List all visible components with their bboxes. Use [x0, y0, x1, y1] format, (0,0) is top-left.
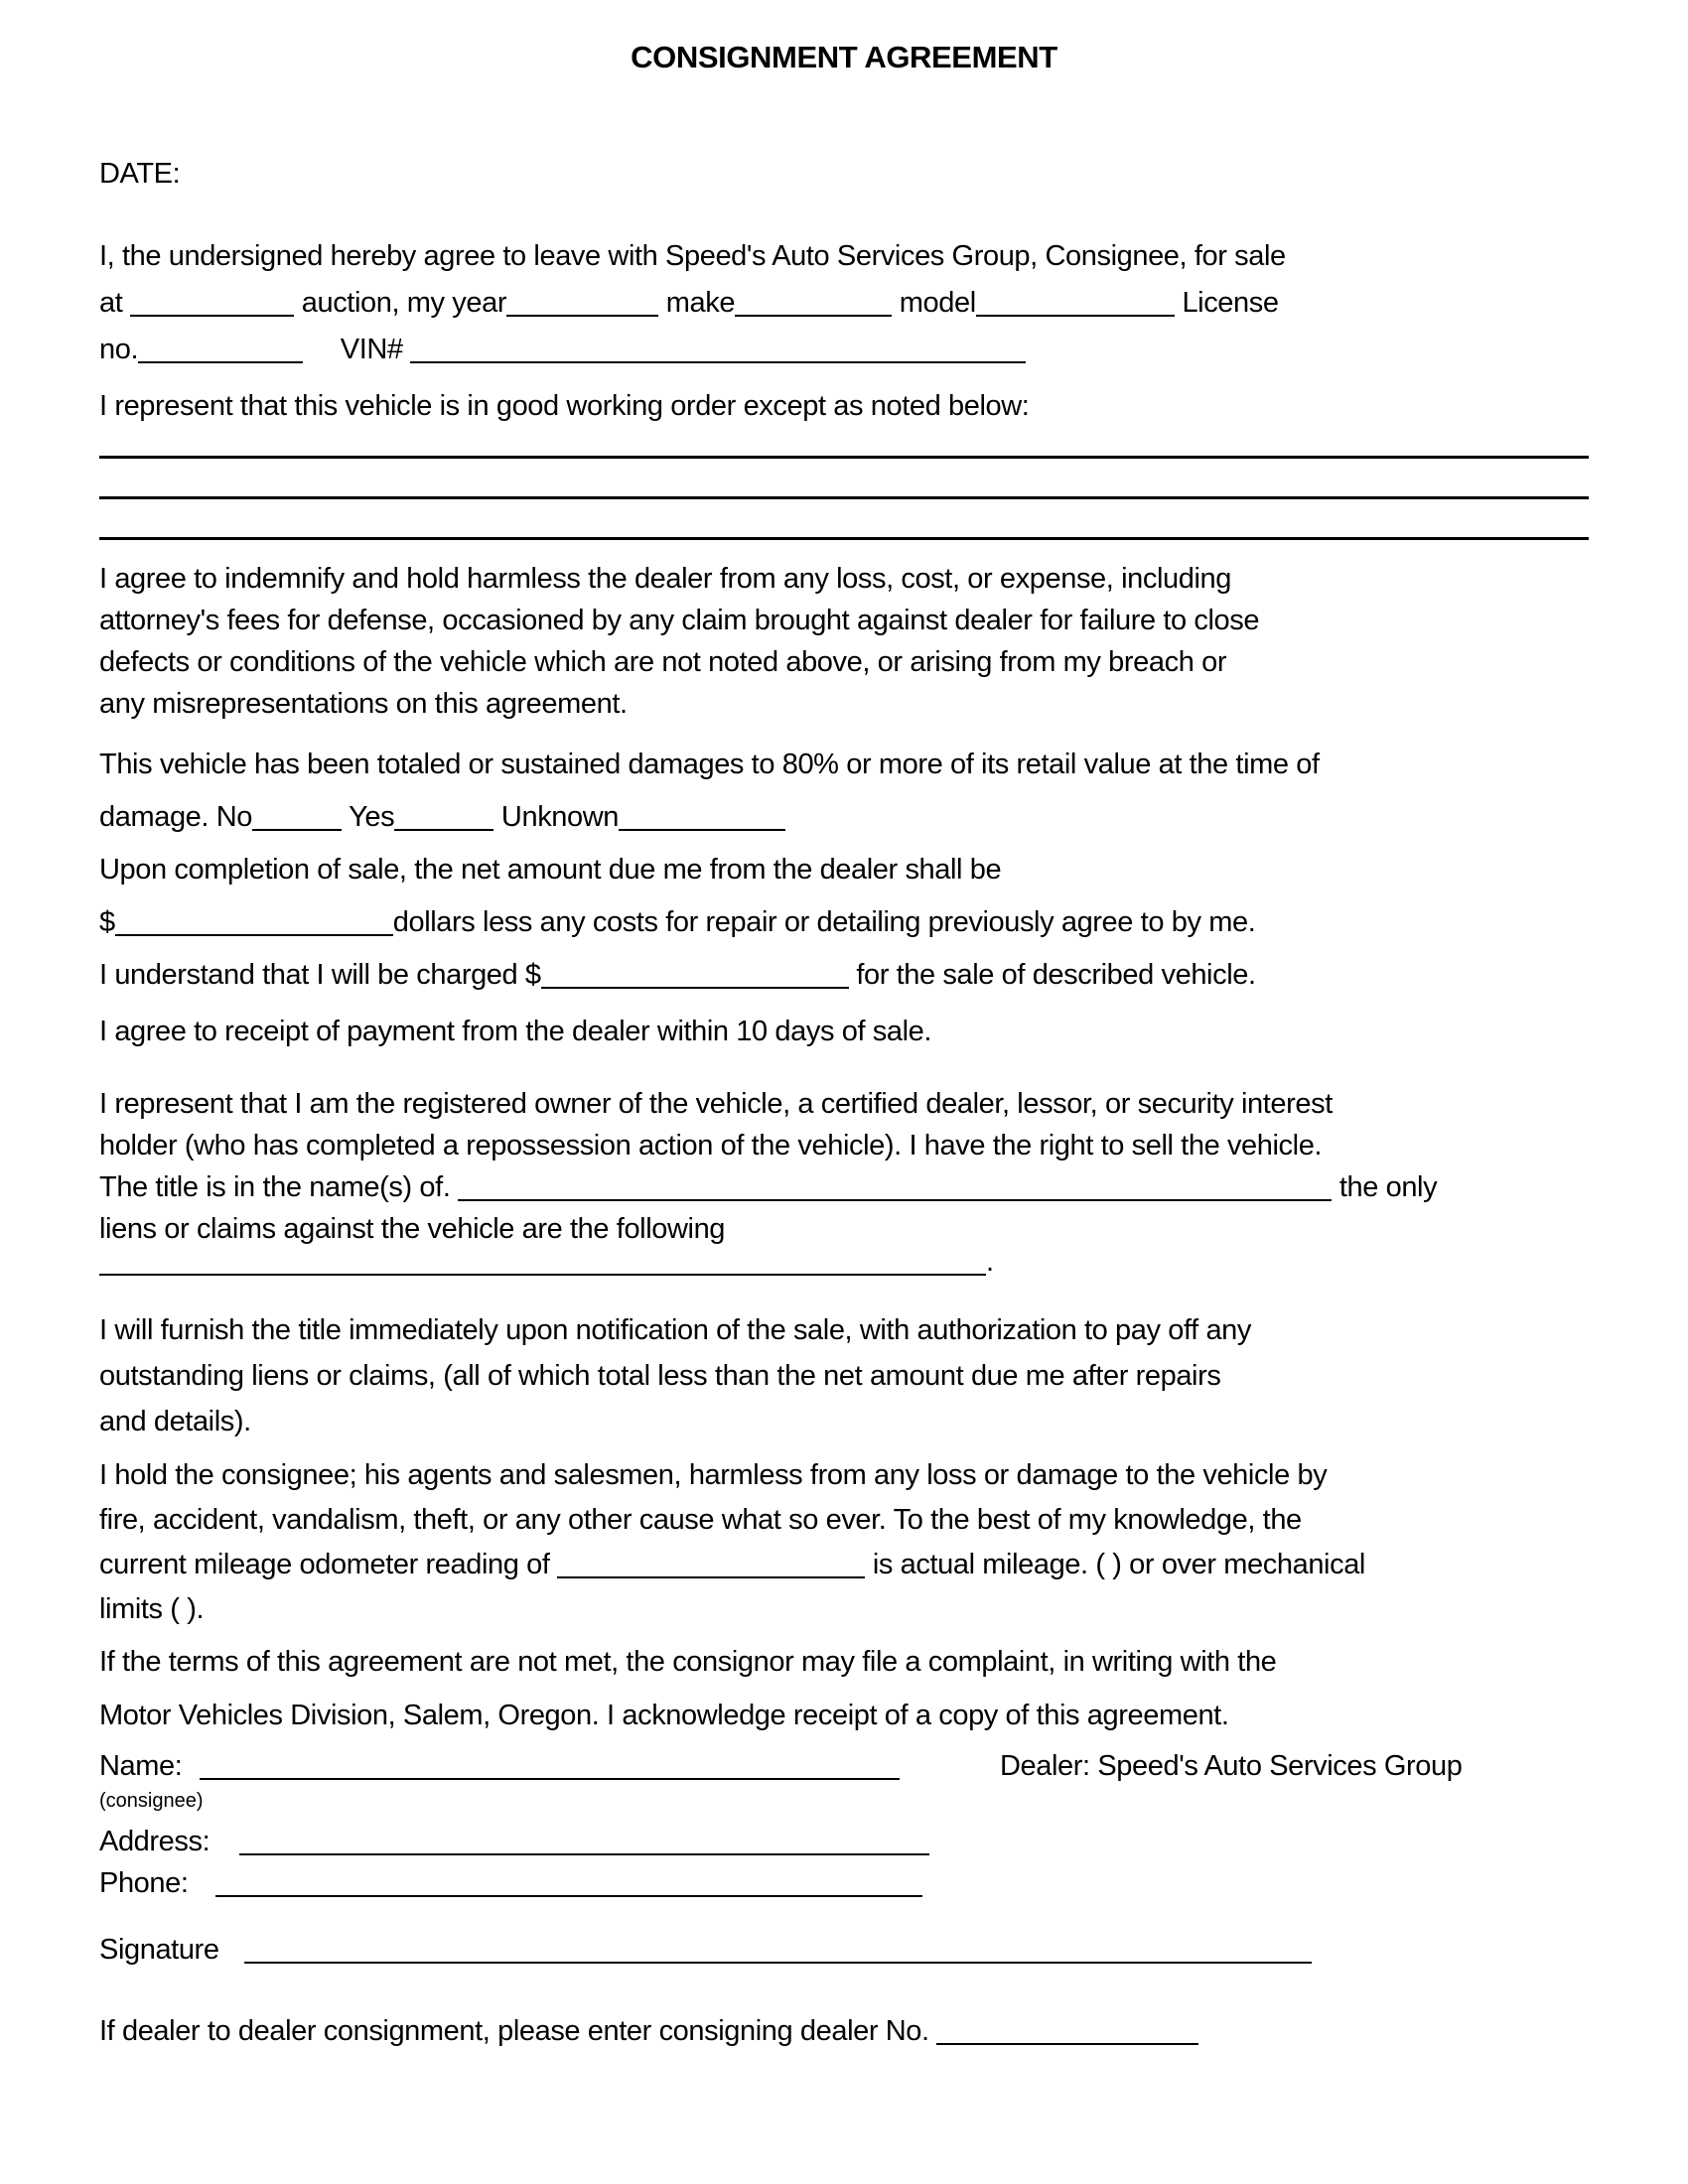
blank-vehicle-year[interactable] — [506, 315, 658, 317]
sale-terms-block — [99, 739, 1589, 1002]
hold-line-3 — [99, 1543, 1589, 1587]
name-row — [99, 1744, 1589, 1788]
hold-harmless-paragraph — [99, 1453, 1589, 1632]
blank-auction-name[interactable] — [130, 315, 294, 317]
phone-row — [99, 1862, 1589, 1904]
owner-line-3 — [99, 1166, 1589, 1208]
owner-line-1: I represent that I am the registered owner of the vehicle, a certified dealer, lessor, or security interest — [99, 1088, 1333, 1120]
address-row — [99, 1821, 1589, 1862]
net-amount-line: Upon completion of sale, the net amount due me from the dealer shall be — [99, 854, 1002, 886]
intro-line-3 — [99, 327, 1589, 373]
dealer-to-dealer-row — [99, 2009, 1589, 2053]
intro-license: License — [1182, 287, 1279, 319]
odometer-before: current mileage odometer reading of — [99, 1549, 550, 1580]
terms-paragraph — [99, 1635, 1589, 1742]
indemnify-line-4: any misrepresentations on this agreement. — [99, 688, 628, 720]
blank-phone[interactable] — [215, 1895, 922, 1897]
damage-unknown-label: Unknown — [500, 801, 620, 833]
intro-auction-year: auction, my year — [301, 287, 507, 319]
blank-liens-claims[interactable] — [99, 1274, 986, 1276]
currency-symbol: $ — [99, 906, 115, 938]
blank-damage-yes[interactable] — [394, 829, 493, 831]
consignee-note: (consignee) — [99, 1790, 204, 1812]
blank-vehicle-model[interactable] — [976, 315, 1175, 317]
owner-line-4: liens or claims against the vehicle are the following — [99, 1213, 726, 1245]
intro-line-2 — [99, 280, 1589, 327]
defects-write-in-line-2[interactable] — [99, 496, 1589, 499]
furnish-paragraph — [99, 1307, 1589, 1444]
intro-at: at — [99, 287, 123, 319]
title-names-after: the only — [1338, 1171, 1438, 1203]
dollars-text: dollars less any costs for repair or detailing previously agree to by me. — [392, 906, 1256, 938]
defects-write-in-line-3[interactable] — [99, 537, 1589, 540]
blank-sale-charge[interactable] — [541, 987, 849, 989]
terms-line-1: If the terms of this agreement are not met, the consignor may file a complaint, in writing with the — [99, 1646, 1277, 1678]
blank-vehicle-make[interactable] — [735, 315, 892, 317]
blank-damage-no[interactable] — [252, 829, 342, 831]
blank-vin[interactable] — [410, 361, 1026, 363]
intro-vin: VIN# — [340, 334, 403, 365]
blank-address[interactable] — [239, 1853, 929, 1855]
date-label: DATE: — [99, 158, 181, 190]
furnish-line-2: outstanding liens or claims, (all of which total less than the net amount due me after repairs — [99, 1360, 1221, 1392]
address-label: Address: — [99, 1826, 211, 1857]
title-names-before: The title is in the name(s) of. — [99, 1171, 451, 1203]
hold-line-1: I hold the consignee; his agents and salesmen, harmless from any loss or damage to the vehicle by — [99, 1459, 1328, 1491]
defects-write-in-area — [99, 456, 1589, 540]
hold-line-2: fire, accident, vandalism, theft, or any other cause what so ever. To the best of my knowledge, the — [99, 1504, 1302, 1536]
indemnify-line-3: defects or conditions of the vehicle which are not noted above, or arising from my breach or — [99, 646, 1227, 678]
owner-paragraph — [99, 1083, 1589, 1250]
intro-paragraph — [99, 233, 1589, 373]
intro-line-1: I, the undersigned hereby agree to leave with Speed's Auto Services Group, Consignee, for sale — [99, 240, 1286, 272]
dealer-no-text: If dealer to dealer consignment, please enter consigning dealer No. — [99, 2015, 929, 2047]
owner-line-2: holder (who has completed a repossession action of the vehicle). I have the right to sell the vehicle. — [99, 1130, 1323, 1161]
blank-damage-unknown[interactable] — [619, 829, 785, 831]
liens-write-in-line — [99, 1240, 1589, 1284]
intro-make: make — [665, 287, 736, 319]
totaled-line-1: This vehicle has been totaled or sustained damages to 80% or more of its retail value at the time of — [99, 749, 1320, 780]
hold-line-4: limits ( ). — [99, 1593, 205, 1625]
phone-label: Phone: — [99, 1867, 189, 1899]
name-label: Name: — [99, 1750, 183, 1782]
charged-before: I understand that I will be charged $ — [99, 959, 541, 991]
signature-label: Signature — [99, 1934, 219, 1966]
intro-model: model — [899, 287, 976, 319]
condition-statement: I represent that this vehicle is in good working order except as noted below: — [99, 390, 1030, 422]
blank-signature[interactable] — [244, 1962, 1312, 1964]
blank-net-amount[interactable] — [115, 934, 393, 936]
odometer-after: is actual mileage. ( ) or over mechanical — [872, 1549, 1365, 1580]
indemnify-line-1: I agree to indemnify and hold harmless the dealer from any loss, cost, or expense, including — [99, 563, 1231, 595]
damage-no-label: damage. No — [99, 801, 252, 833]
totaled-line-2 — [99, 791, 1589, 844]
terms-line-2: Motor Vehicles Division, Salem, Oregon. I acknowledge receipt of a copy of this agreement. — [99, 1700, 1229, 1731]
blank-consignor-name[interactable] — [200, 1778, 900, 1780]
receipt-statement: I agree to receipt of payment from the dealer within 10 days of sale. — [99, 1016, 932, 1047]
liens-period: . — [986, 1246, 994, 1278]
page-title: CONSIGNMENT AGREEMENT — [631, 40, 1057, 74]
charged-after: for the sale of described vehicle. — [856, 959, 1256, 991]
blank-title-names[interactable] — [458, 1199, 1332, 1201]
blank-license-no[interactable] — [138, 361, 303, 363]
dealer-line: Dealer: Speed's Auto Services Group — [1000, 1750, 1463, 1782]
signature-row — [99, 1928, 1589, 1972]
defects-write-in-line-1[interactable] — [99, 456, 1589, 459]
dollars-line — [99, 896, 1589, 949]
damage-yes-label: Yes — [349, 801, 395, 833]
blank-odometer-reading[interactable] — [557, 1576, 865, 1578]
blank-consigning-dealer-no[interactable] — [936, 2043, 1198, 2045]
furnish-line-1: I will furnish the title immediately upon notification of the sale, with authorization to pay off any — [99, 1314, 1251, 1346]
charged-line — [99, 949, 1589, 1002]
indemnify-paragraph — [99, 558, 1589, 725]
intro-no: no. — [99, 334, 139, 365]
furnish-line-3: and details). — [99, 1406, 251, 1437]
indemnify-line-2: attorney's fees for defense, occasioned by any claim brought against dealer for failure to close — [99, 605, 1260, 636]
